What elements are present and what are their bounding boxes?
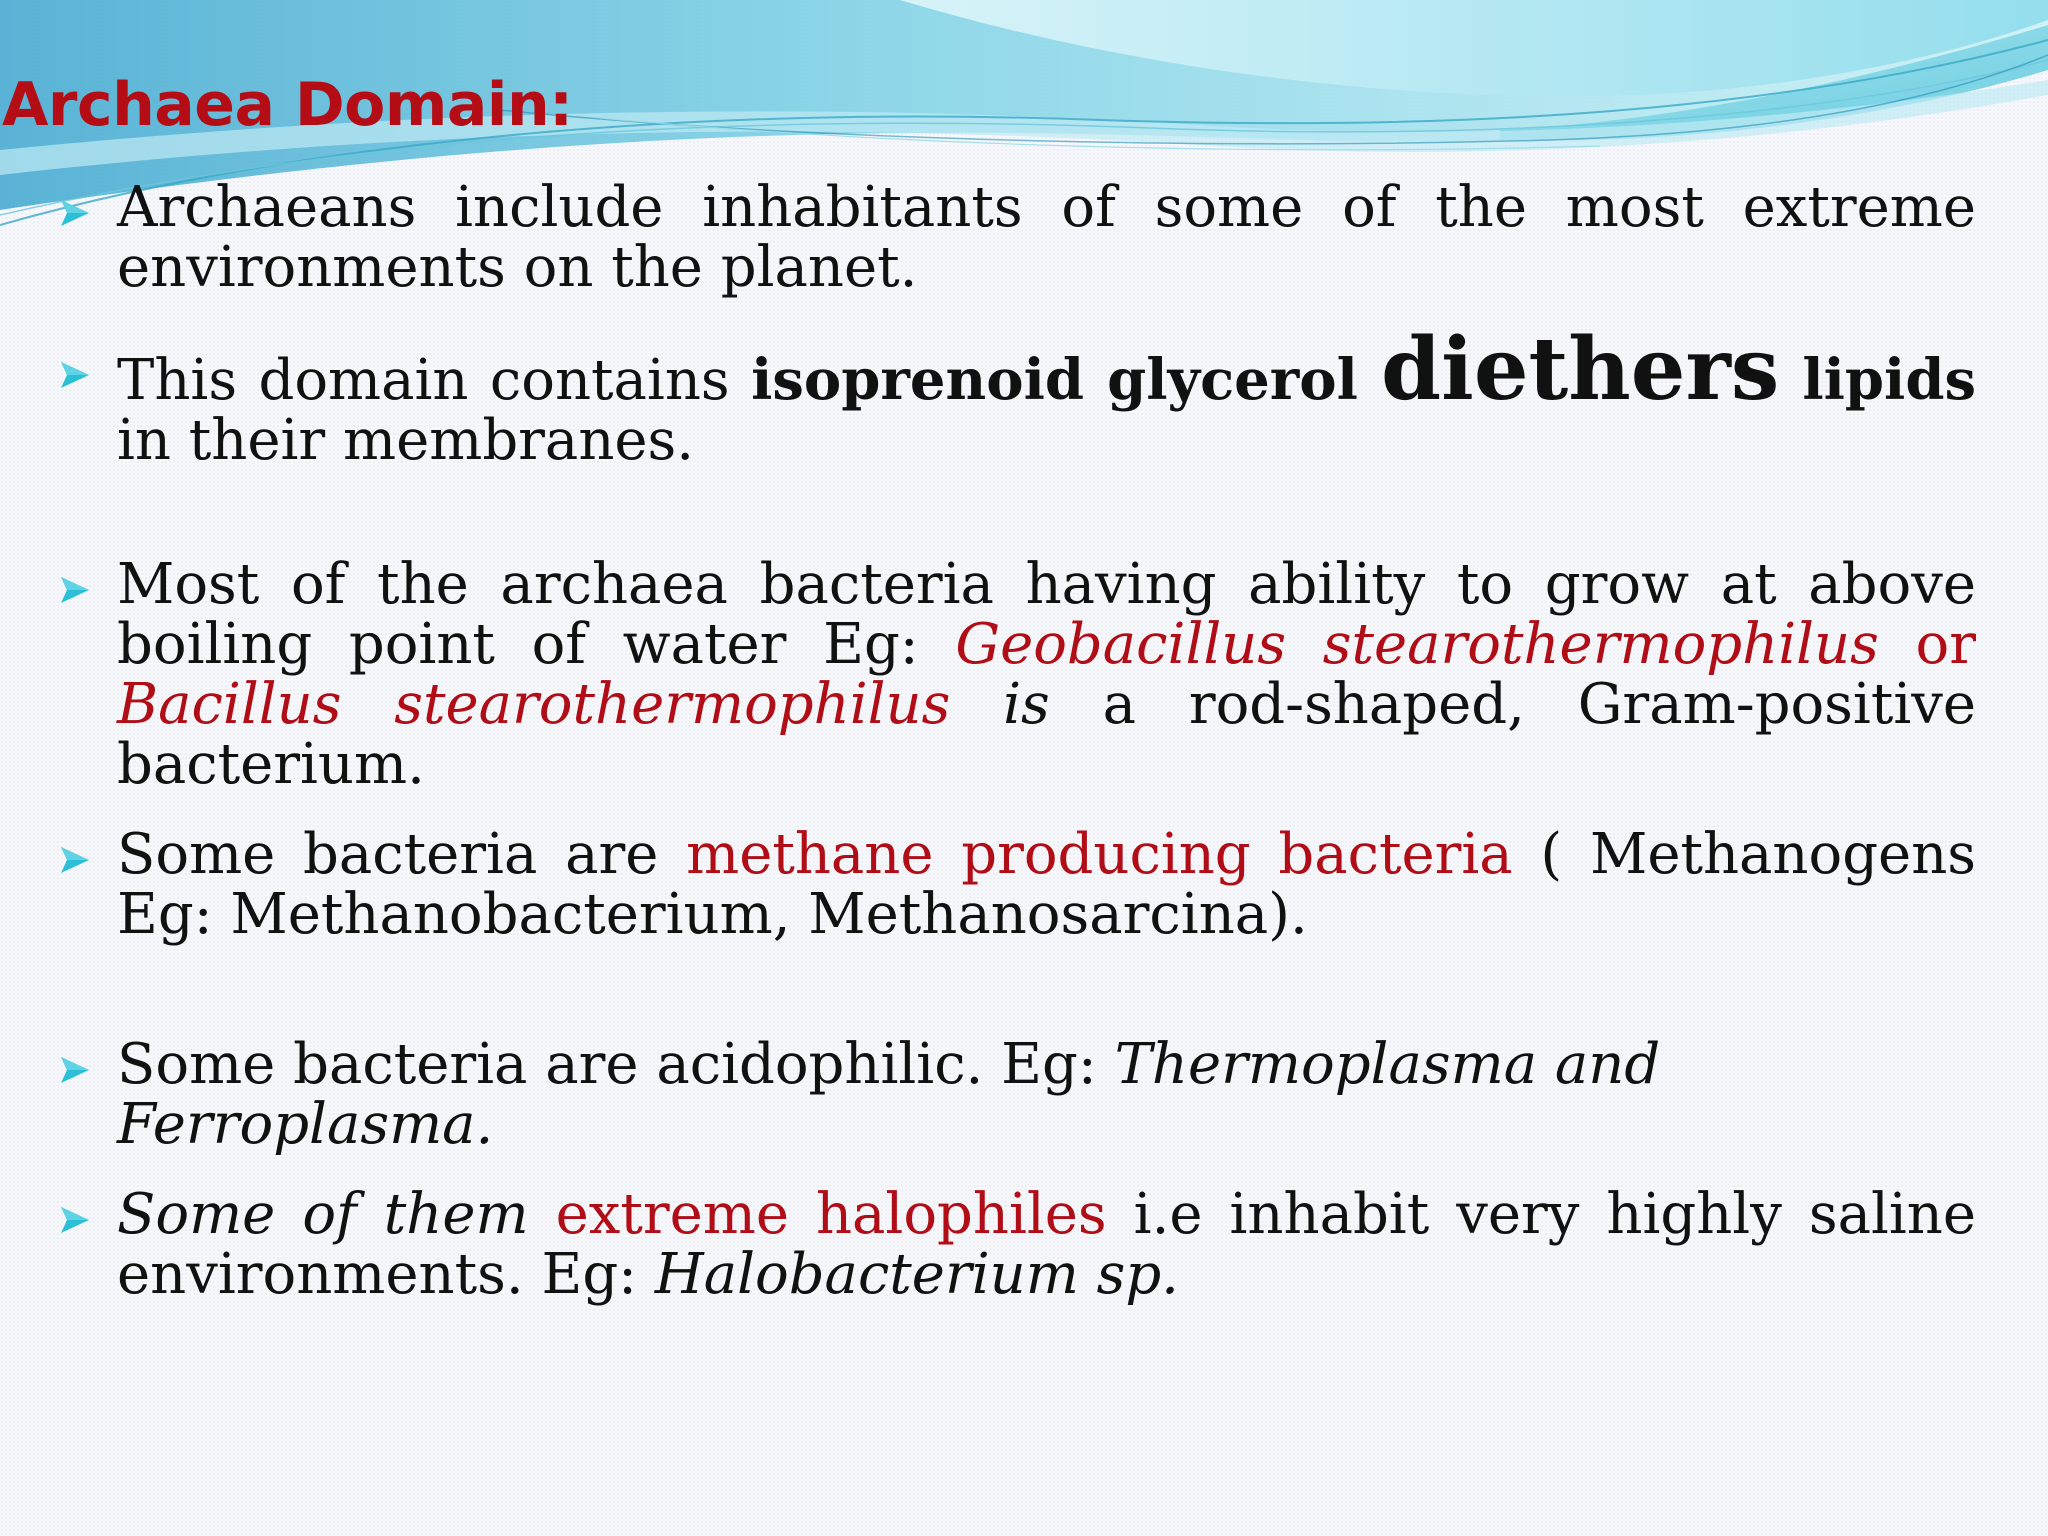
slide-title: Archaea Domain: bbox=[2, 70, 573, 140]
bullet-text: Some bacteria are methane producing bacteria ( Methanogens Eg: Methanobacterium, Methanosarcina). bbox=[117, 822, 1976, 947]
bullet-arrow-icon bbox=[55, 555, 95, 625]
bullet-text: Some of them extreme halophiles i.e inhabit very highly saline environments. Eg: Halobacterium sp. bbox=[117, 1182, 1976, 1307]
bullet-arrow-icon bbox=[55, 1035, 95, 1105]
bullet-text: Most of the archaea bacteria having ability to grow at above boiling point of water Eg: Geobacillus stearothermophilus or Bacillus stearothermophilus is a rod-shaped, Gram-positive bacterium. bbox=[117, 552, 1977, 797]
bullet-arrow-icon bbox=[55, 178, 95, 248]
bullet-item-membrane-lipids bbox=[55, 319, 1977, 473]
bullet-arrow-icon bbox=[55, 825, 95, 895]
bullet-item-acidophilic bbox=[55, 1032, 1975, 1157]
bullet-item-boiling-point bbox=[55, 552, 1977, 797]
bullet-text: Some bacteria are acidophilic. Eg: Thermoplasma and Ferroplasma. bbox=[117, 1032, 1661, 1157]
bullet-text: Archaeans include inhabitants of some of the most extreme environments on the planet. bbox=[117, 175, 1976, 300]
bullet-arrow-icon bbox=[55, 1185, 95, 1255]
bullet-item-extreme-environments bbox=[55, 175, 1976, 300]
bullet-text: This domain contains isoprenoid glycerol diethers lipids in their membranes. bbox=[117, 319, 1977, 473]
bullet-item-halophiles bbox=[55, 1182, 1976, 1307]
bullet-item-methanogens bbox=[55, 822, 1976, 947]
bullet-arrow-icon bbox=[55, 340, 95, 410]
